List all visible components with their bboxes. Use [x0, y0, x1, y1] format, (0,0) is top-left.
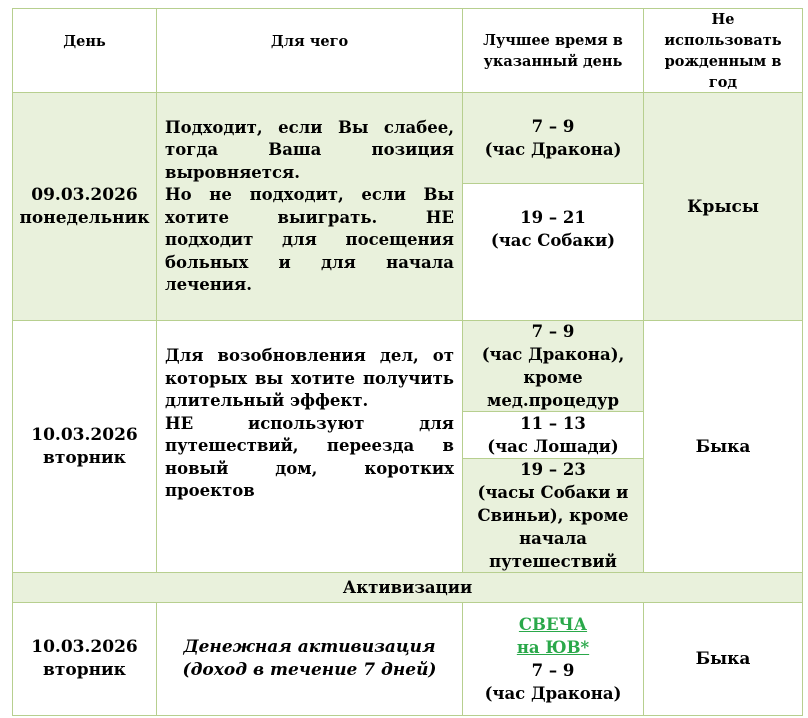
row2-date: 10.03.2026 [31, 424, 138, 445]
activation-range: 7 – 9 [531, 661, 575, 680]
row1-time-1-range: 7 – 9 [531, 117, 575, 136]
activation-description [156, 602, 463, 716]
row1-day [12, 92, 157, 321]
section-activations [12, 572, 803, 603]
row1-date: 09.03.2026 [31, 184, 138, 205]
row2-time-1-range: 7 – 9 [531, 322, 575, 341]
header-not-for [643, 8, 803, 93]
row2-description-p1: Для возобновления дел, от которых вы хотите получить длительный эффект. [165, 346, 454, 410]
row2-time-1 [462, 320, 644, 412]
header-day [12, 8, 157, 93]
row1-time-2-range: 19 – 21 [520, 208, 586, 227]
row2-not-for [643, 320, 803, 573]
header-day-label: День [63, 33, 106, 50]
row1-description-p2: Но не подходит, если Вы хотите выиграть. НЕ подходит для посещения больных и для начала лечения. [165, 185, 454, 294]
row1-time-1 [462, 92, 644, 184]
activation-date: 10.03.2026 [31, 637, 138, 657]
row2-time-3-range: 19 – 23 [520, 460, 586, 479]
row2-time-3-note: (часы Собаки и Свиньи), кроме начала путешествий [477, 483, 629, 571]
header-purpose-label: Для чего [270, 33, 349, 50]
header-not-for-label: Не использовать рожденным в год [664, 10, 782, 91]
row1-not-for-label: Крысы [687, 196, 759, 217]
row1-time-2 [462, 183, 644, 321]
section-activations-title: Активизации [342, 578, 473, 597]
row1-time-2-note: (час Собаки) [490, 231, 616, 250]
activation-time [462, 602, 644, 716]
activation-description-text: Денежная активизация (доход в течение 7 дней) [182, 637, 437, 680]
row2-day [12, 320, 157, 573]
row1-not-for [643, 92, 803, 321]
row2-description-p2: НЕ используют для путешествий, переезда в новый дом, коротких проектов [165, 413, 454, 500]
header-best-time [462, 8, 644, 93]
row1-description [156, 92, 463, 321]
row1-weekday: понедельник [19, 207, 150, 228]
row1-time-1-note: (час Дракона) [484, 140, 622, 159]
activation-day [12, 602, 157, 716]
row2-time-3 [462, 458, 644, 573]
row2-description [156, 320, 463, 573]
row2-time-2-range: 11 – 13 [520, 414, 586, 433]
activation-candle-line2: на ЮВ* [516, 638, 590, 657]
row2-weekday: вторник [43, 447, 126, 468]
row2-not-for-label: Быка [695, 436, 751, 457]
row2-time-2-note: (час Лошади) [487, 437, 619, 456]
activation-candle-line1: СВЕЧА [518, 615, 588, 634]
header-best-time-label: Лучшее время в указанный день [483, 31, 623, 70]
activation-weekday: вторник [43, 660, 126, 680]
activation-not-for [643, 602, 803, 716]
activation-not-for-label: Быка [695, 649, 751, 669]
row1-description-p1: Подходит, если Вы слабее, тогда Ваша позиция выровняется. [165, 117, 454, 182]
row2-time-2 [462, 411, 644, 459]
activation-note: (час Дракона) [484, 684, 622, 703]
row2-time-1-note: (час Дракона), кроме мед.процедур [481, 345, 625, 410]
header-purpose [156, 8, 463, 93]
